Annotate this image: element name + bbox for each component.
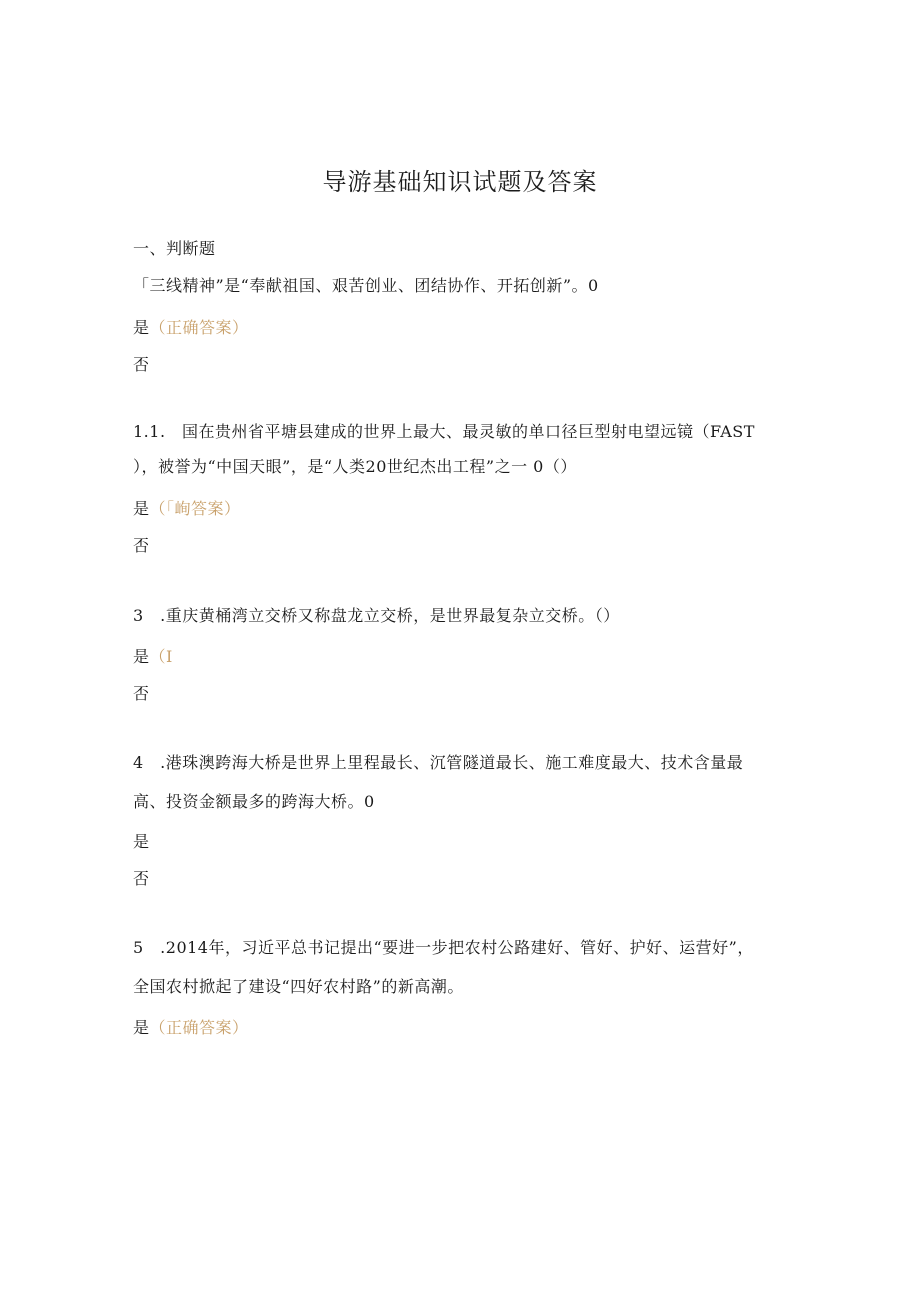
option-label: 是 (133, 647, 150, 666)
question-2-text-line-2: ），被誉为“中国天眼”，是“人类20世纪杰出工程”之一 0（） (133, 457, 577, 476)
correct-answer-note: （正确答案） (149, 1018, 249, 1037)
question-3-option-yes[interactable] (133, 644, 173, 667)
correct-answer-note: （I (149, 647, 173, 666)
correct-answer-note: （正确答案） (149, 318, 249, 337)
option-label: 是 (133, 832, 150, 851)
question-4-option-no[interactable] (133, 866, 150, 889)
question-1-option-no[interactable] (133, 352, 150, 375)
document-title: 导游基础知识试题及答案 (322, 168, 598, 196)
question-4-option-yes[interactable] (133, 829, 150, 852)
section-heading: 一、判断题 (133, 239, 216, 258)
question-5-text-line-1: 5 .2014年，习近平总书记提出“要进一步把农村公路建好、管好、护好、运营好”， (133, 938, 754, 957)
question-1-option-yes[interactable] (133, 315, 249, 338)
question-1-text: 「三线精神”是“奉献祖国、艰苦创业、团结协作、开拓创新”。0 (133, 276, 599, 295)
question-3-text: 3 .重庆黄桶湾立交桥又称盘龙立交桥，是世界最复杂立交桥。（） (133, 606, 620, 625)
correct-answer-note: （「峋答案） (149, 499, 241, 518)
question-2-text-line-1: 1.1. 国在贵州省平塘县建成的世界上最大、最灵敏的单口径巨型射电望远镜（FAST (133, 422, 755, 441)
option-label: 是 (133, 1018, 150, 1037)
question-2-option-yes[interactable] (133, 496, 241, 519)
question-4-text-line-2: 高、投资金额最多的跨海大桥。0 (133, 792, 375, 811)
option-label: 否 (133, 536, 150, 555)
option-label: 否 (133, 869, 150, 888)
option-label: 是 (133, 318, 150, 337)
question-2-option-no[interactable] (133, 533, 150, 556)
question-4-text-line-1: 4 .港珠澳跨海大桥是世界上里程最长、沉管隧道最长、施工难度最大、技术含量最 (133, 753, 744, 772)
question-5-text-line-2: 全国农村掀起了建设“四好农村路”的新高潮。 (133, 977, 464, 996)
question-5-option-yes[interactable] (133, 1015, 249, 1038)
option-label: 否 (133, 355, 150, 374)
option-label: 否 (133, 684, 150, 703)
question-3-option-no[interactable] (133, 681, 150, 704)
option-label: 是 (133, 499, 150, 518)
